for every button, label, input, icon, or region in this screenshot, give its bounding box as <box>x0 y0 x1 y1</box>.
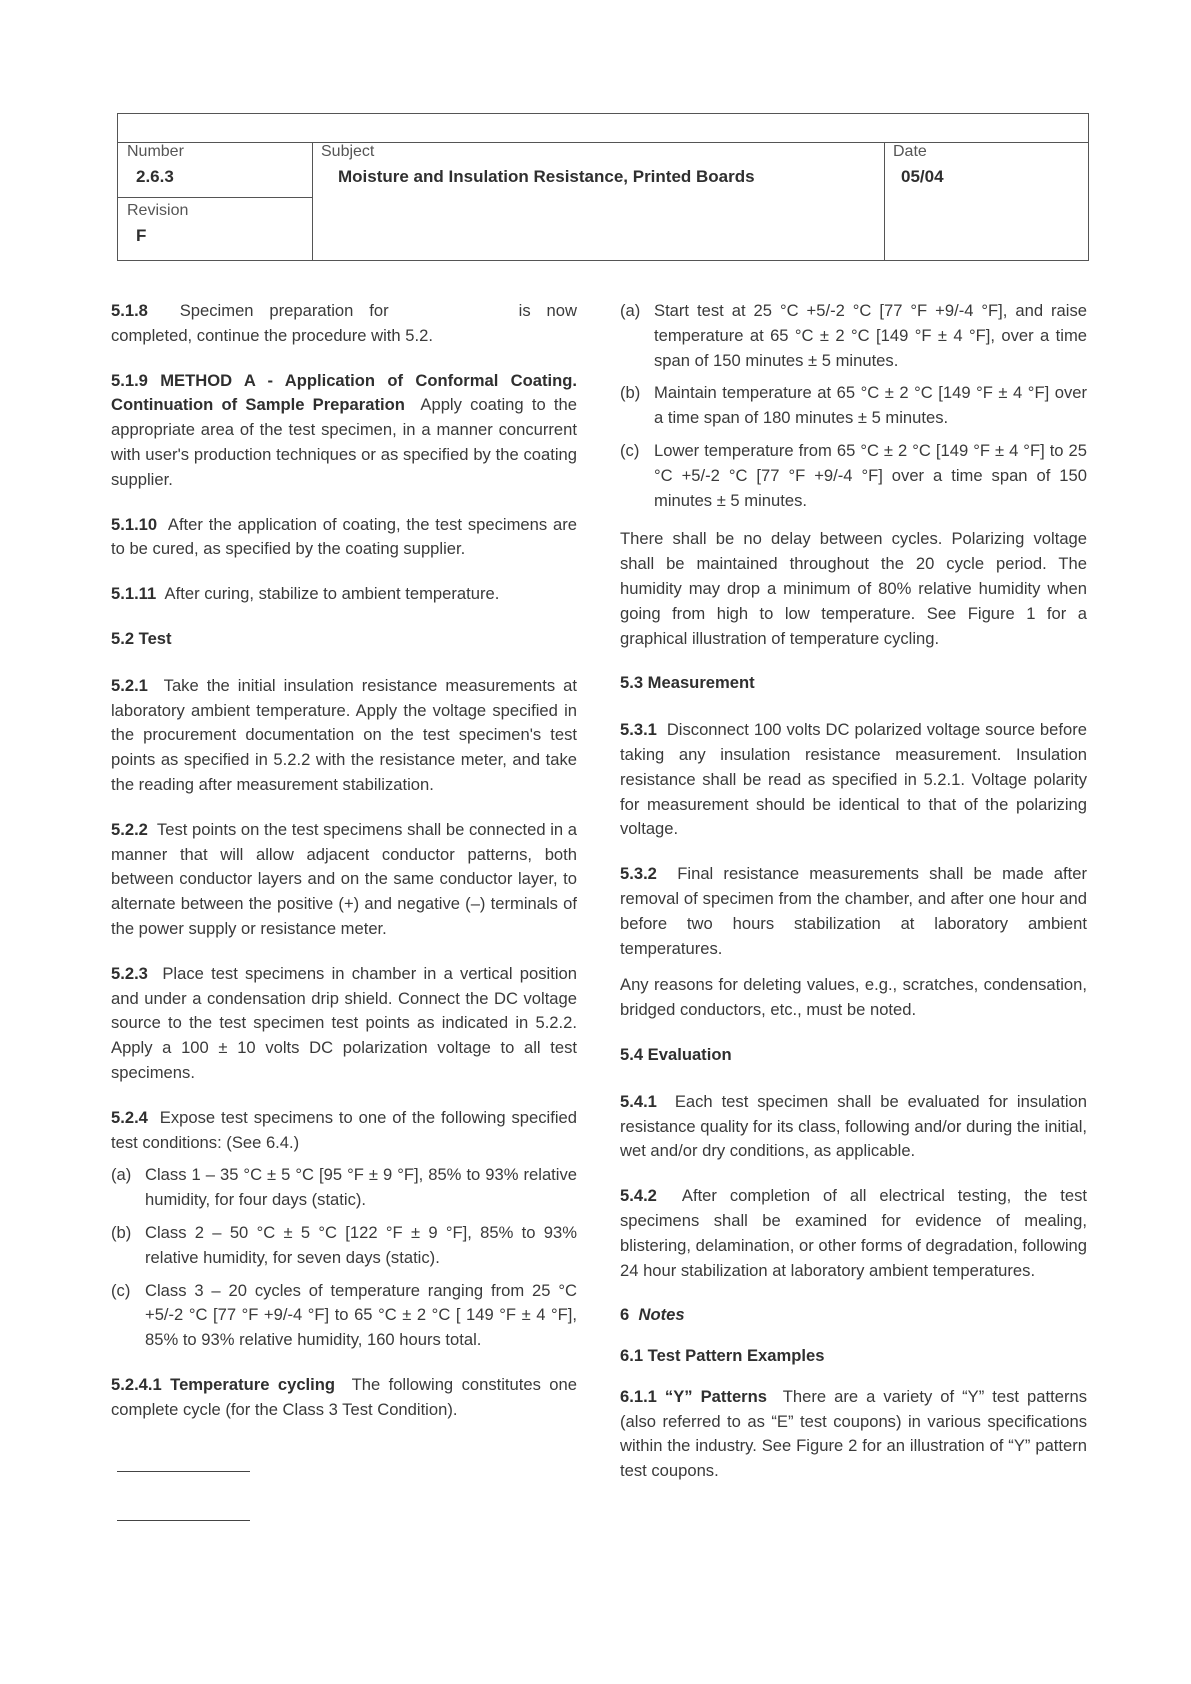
number-value: 2.6.3 <box>136 167 174 186</box>
date-label: Date <box>893 143 927 160</box>
section-number: 5.3.2 <box>620 864 657 884</box>
para-text: Test points on the test specimens shall be connected in a manner that will allow adjacent conductor patterns, both between conductor layers and on the same conductor layer, to alternate between the positive (+) and negative (–) terminals of the power supply or resistance meter. <box>111 819 577 938</box>
heading-text: Notes <box>638 1305 685 1325</box>
footnote-rule <box>117 1471 250 1472</box>
list-item <box>111 1221 577 1271</box>
heading-number: 6 <box>620 1305 630 1325</box>
heading-6-1: 6.1 Test Pattern Examples <box>620 1346 825 1366</box>
section-number: 5.2.4 <box>111 1107 148 1127</box>
para-text: After completion of all electrical testing, the test specimens shall be examined for evidence of mealing, blistering, delamination, or other forms of degradation, following 24 hour stabilization at laboratory ambient temperatures. <box>620 1186 1087 1280</box>
para-text: Place test specimens in chamber in a vertical position and under a condensation drip shield. Connect the DC voltage source to the test specimen test points as indicated in 5.2.2. Apply a 100 ± 10 volts DC polarization voltage to all test specimens. <box>111 963 577 1082</box>
section-number: 5.1.10 <box>111 514 158 534</box>
para-5-3-1 <box>620 718 1087 842</box>
list-label: (c) <box>111 1280 131 1300</box>
section-number: 5.3.1 <box>620 720 657 740</box>
section-heading: 6.1.1 “Y” Patterns <box>620 1386 768 1406</box>
right-column <box>620 299 1087 1504</box>
para-text: There are a variety of “Y” test patterns (also referred to as “E” test coupons) in various specifications within the industry. See Figure 2 for an illustration of “Y” pattern test coupons. <box>620 1386 1087 1481</box>
para-5-4-2 <box>620 1184 1087 1283</box>
section-number: 5.1.11 <box>111 584 157 604</box>
list-text: Maintain temperature at 65 °C ± 2 °C [149 °F ± 4 °F] over a time span of 180 minutes ± 5 minutes. <box>654 383 1087 428</box>
section-heading: 5.1.9 METHOD A - Application of Conformal Coating. Continuation of Sample Preparation <box>111 370 577 415</box>
left-column <box>111 299 577 1442</box>
heading-6 <box>620 1303 1087 1328</box>
revision-label: Revision <box>127 202 189 219</box>
list-item <box>111 1279 577 1353</box>
list-text: Class 2 – 50 °C ± 5 °C [122 °F ± 9 °F], 85% to 93% relative humidity, for seven days (static). <box>145 1222 577 1267</box>
list-label: (b) <box>111 1222 132 1242</box>
section-number: 5.2.2 <box>111 819 148 839</box>
para-5-1-8 <box>111 299 577 349</box>
list-text: Class 3 – 20 cycles of temperature ranging from 25 °C +5/-2 °C [77 °F +9/-4 °F] to 65 °C ± 2 °C [ 149 °F ± 4 °F], 85% to 93% relative humidity, 160 hours total. <box>145 1280 577 1350</box>
section-number: 5.4.2 <box>620 1186 657 1206</box>
para-text: After curing, stabilize to ambient temperature. <box>164 584 500 604</box>
header-divider <box>884 142 885 260</box>
para-5-2-2 <box>111 818 577 942</box>
header-top-band <box>118 114 1088 143</box>
para-text: is now completed, continue the procedure with 5.2. <box>111 301 577 345</box>
heading-5-3: 5.3 Measurement <box>620 673 755 693</box>
para-text: After the application of coating, the test specimens are to be cured, as specified by the coating supplier. <box>111 514 577 559</box>
para-text: Expose test specimens to one of the following specified test conditions: (See 6.4.) <box>111 1107 577 1152</box>
section-number: 5.2.3 <box>111 963 148 983</box>
list-text: Class 1 – 35 °C ± 5 °C [95 °F ± 9 °F], 85% to 93% relative humidity, for four days (static). <box>145 1165 577 1210</box>
para-5-2-4 <box>111 1106 577 1156</box>
list-item <box>620 299 1087 373</box>
list-item <box>111 1163 577 1213</box>
list-text: Start test at 25 °C +5/-2 °C [77 °F +9/-4 °F], and raise temperature at 65 °C ± 2 °C [149 °F ± 4 °F], over a time span of 150 minutes ± 5 minutes. <box>654 301 1087 370</box>
subject-value: Moisture and Insulation Resistance, Printed Boards <box>338 167 755 186</box>
list-label: (c) <box>620 440 640 460</box>
date-value: 05/04 <box>901 167 944 186</box>
para-text: Each test specimen shall be evaluated for insulation resistance quality for its class, following and/or during the initial, wet and/or dry conditions, as applicable. <box>620 1091 1087 1161</box>
list-label: (b) <box>620 383 641 403</box>
section-number: 5.1.8 <box>111 301 148 320</box>
document-header <box>117 113 1089 261</box>
number-label: Number <box>127 143 184 160</box>
para-text: Specimen preparation for <box>179 301 389 320</box>
para-reasons: Any reasons for deleting values, e.g., scratches, condensation, bridged conductors, etc., must be noted. <box>620 975 1087 1020</box>
section-number: 5.2.1 <box>111 675 148 695</box>
para-5-1-11 <box>111 582 577 607</box>
para-text: Disconnect 100 volts DC polarized voltage source before taking any insulation resistance measurement. Insulation resistance shall be read as specified in 5.2.1. Voltage polarity for measurement should be identical to that of the polarizing voltage. <box>620 720 1087 839</box>
list-text: Lower temperature from 65 °C ± 2 °C [149 °F ± 4 °F] to 25 °C +5/-2 °C [77 °F +9/-4 °F] over a time span of 150 minutes ± 5 minutes. <box>654 440 1087 510</box>
para-5-4-1 <box>620 1090 1087 1164</box>
para-5-1-10 <box>111 513 577 563</box>
heading-5-2: 5.2 Test <box>111 628 172 648</box>
para-6-1-1 <box>620 1385 1087 1484</box>
para-5-1-9 <box>111 369 577 493</box>
header-divider <box>312 142 313 260</box>
list-label: (a) <box>620 301 641 320</box>
para-no-delay: There shall be no delay between cycles. Polarizing voltage shall be maintained throughout the 20 cycle period. The humidity may drop a minimum of 80% relative humidity when going from high to low temperature. See Figure 1 for a graphical illustration of temperature cycling. <box>620 529 1087 648</box>
subject-label: Subject <box>321 143 375 160</box>
para-text: The following constitutes one complete cycle (for the Class 3 Test Condition). <box>111 1374 577 1419</box>
para-5-2-1 <box>111 674 577 798</box>
list-item <box>620 439 1087 513</box>
list-label: (a) <box>111 1165 132 1185</box>
section-number: 5.4.1 <box>620 1091 657 1111</box>
para-text: Take the initial insulation resistance measurements at laboratory ambient temperature. Apply the voltage specified in the procurement documentation on the test specimen's test points as specified in 5.2.2 with the resistance meter, and take the reading after measurement stabilization. <box>111 675 577 794</box>
list-item <box>620 381 1087 431</box>
para-5-3-2 <box>620 862 1087 961</box>
para-5-2-4-1 <box>111 1373 577 1423</box>
section-heading: 5.2.4.1 Temperature cycling <box>111 1374 336 1394</box>
para-5-2-3 <box>111 962 577 1086</box>
footnote-rule <box>117 1520 250 1521</box>
header-divider <box>118 197 312 198</box>
revision-value: F <box>136 226 147 245</box>
heading-5-4: 5.4 Evaluation <box>620 1044 732 1064</box>
para-text: Apply coating to the appropriate area of the test specimen, in a manner concurrent with user's production techniques or as specified by the coating supplier. <box>111 395 577 489</box>
para-text: Final resistance measurements shall be made after removal of specimen from the chamber, and after one hour and before two hours stabilization at laboratory ambient temperatures. <box>620 864 1087 958</box>
